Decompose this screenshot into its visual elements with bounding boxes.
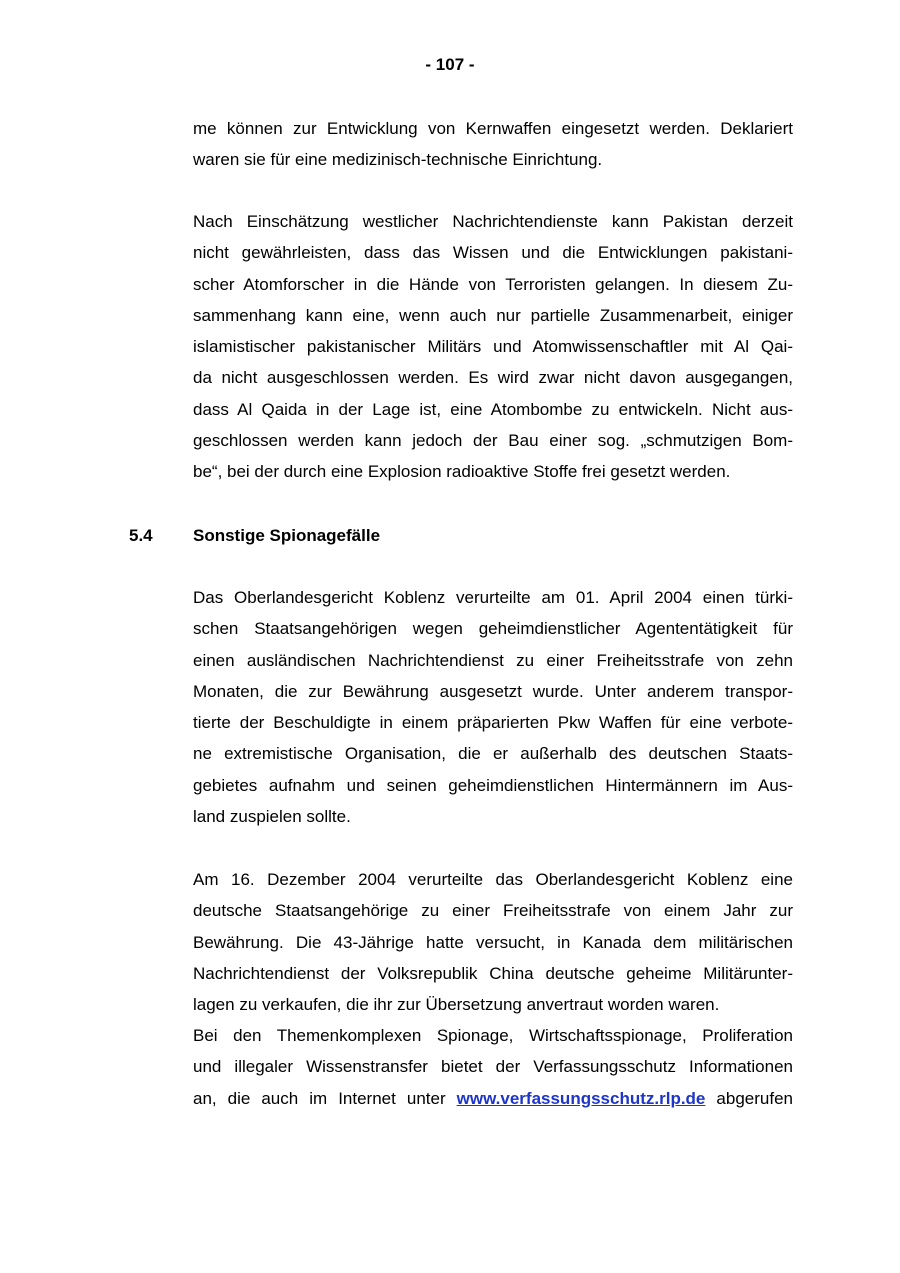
website-link[interactable]: www.verfassungsschutz.rlp.de: [456, 1088, 706, 1108]
text-line: einen ausländischen Nachrichtendienst zu einer Freiheitsstrafe von zehn: [193, 650, 793, 670]
paragraph-1: [193, 113, 793, 176]
text-line: Monaten, die zur Bewährung ausgesetzt wurde. Unter anderem transpor-: [193, 681, 793, 701]
text-line: land zuspielen sollte.: [193, 807, 351, 827]
text-line: schen Staatsangehörigen wegen geheimdienstlicher Agententätigkeit für: [193, 619, 793, 639]
section-number: 5.4: [129, 526, 153, 545]
section-title: Sonstige Spionagefälle: [193, 526, 381, 545]
text-line: deutsche Staatsangehörige zu einer Freiheitsstrafe von einem Jahr zur: [193, 901, 793, 921]
text-line: dass Al Qaida in der Lage ist, eine Atombombe zu entwickeln. Nicht aus-: [193, 399, 793, 419]
page-number: - 107 -: [425, 55, 475, 74]
text-fragment: abgerufen: [705, 1088, 793, 1108]
text-line: gebietes aufnahm und seinen geheimdienstlichen Hintermännern im Aus-: [193, 775, 793, 795]
text-line: Nach Einschätzung westlicher Nachrichtendienste kann Pakistan derzeit: [193, 212, 793, 231]
text-line: tierte der Beschuldigte in einem präparierten Pkw Waffen für eine verbote-: [193, 713, 793, 733]
text-line: ne extremistische Organisation, die er außerhalb des deutschen Staats-: [193, 744, 793, 764]
text-line: da nicht ausgeschlossen werden. Es wird zwar nicht davon ausgegangen,: [193, 368, 793, 388]
paragraph-4: [193, 864, 793, 1020]
text-fragment: an, die auch im Internet unter: [193, 1088, 457, 1108]
text-line: lagen zu verkaufen, die ihr zur Übersetzung anvertraut worden waren.: [193, 995, 720, 1015]
text-line: islamistischer pakistanischer Militärs und Atomwissenschaftler mit Al Qai-: [193, 337, 793, 357]
text-line: nicht gewährleisten, dass das Wissen und die Entwicklungen pakistani-: [193, 243, 793, 263]
paragraph-3: [193, 582, 793, 832]
text-line: geschlossen werden kann jedoch der Bau einer sog. „schmutzigen Bom-: [193, 431, 793, 451]
text-line: Das Oberlandesgericht Koblenz verurteilte am 01. April 2004 einen türki-: [193, 588, 793, 607]
text-line: scher Atomforscher in die Hände von Terroristen gelangen. In diesem Zu-: [193, 274, 793, 294]
text-line: Am 16. Dezember 2004 verurteilte das Oberlandesgericht Koblenz eine: [193, 870, 793, 889]
text-line: me können zur Entwicklung von Kernwaffen eingesetzt werden. Deklariert: [193, 119, 793, 138]
text-line: und illegaler Wissenstransfer bietet der Verfassungsschutz Informationen: [193, 1057, 793, 1077]
text-line: be“, bei der durch eine Explosion radioaktive Stoffe frei gesetzt werden.: [193, 462, 731, 482]
text-line: sammenhang kann eine, wenn auch nur partielle Zusammenarbeit, einiger: [193, 305, 793, 325]
text-line: Nachrichtendienst der Volksrepublik China deutsche geheime Militärunter-: [193, 963, 793, 983]
text-line: Bewährung. Die 43-Jährige hatte versucht, in Kanada dem militärischen: [193, 932, 793, 952]
text-line: waren sie für eine medizinisch-technische Einrichtung.: [193, 150, 603, 170]
paragraph-5: [193, 1020, 793, 1114]
paragraph-2: [193, 206, 793, 488]
text-line: Bei den Themenkomplexen Spionage, Wirtschaftsspionage, Proliferation: [193, 1026, 793, 1045]
text-line-with-link: [193, 1083, 793, 1114]
